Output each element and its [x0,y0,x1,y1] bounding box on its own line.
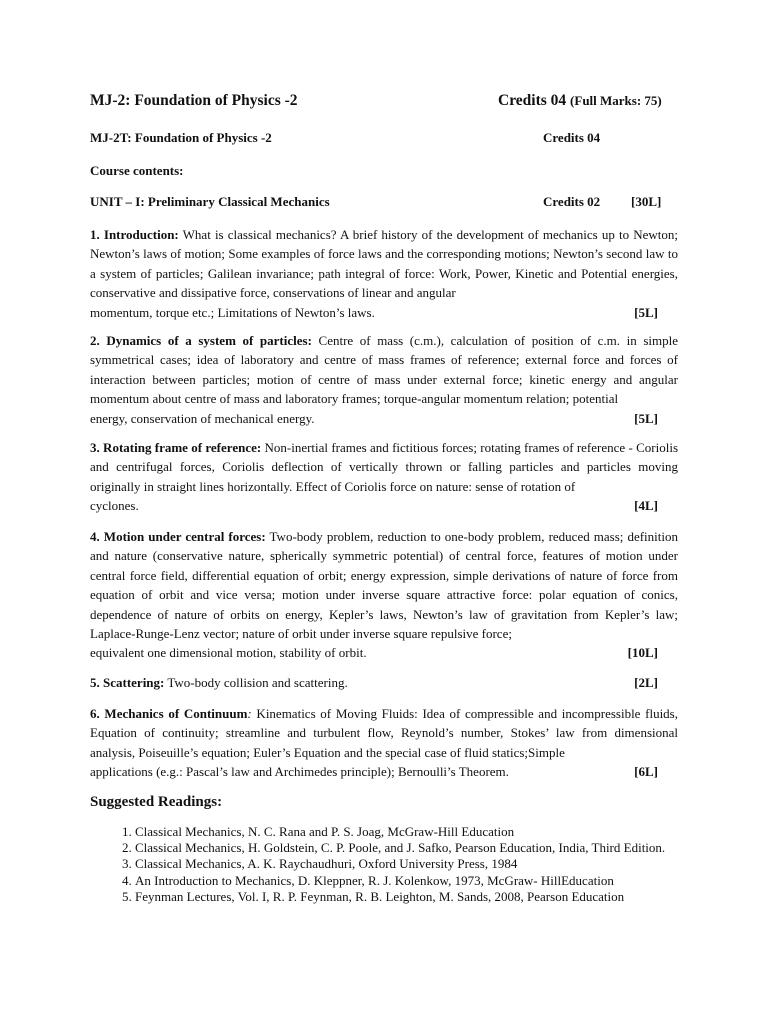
section-body-end: Two-body collision and scattering. [164,675,348,690]
section-heading: 1. Introduction: [90,227,179,242]
section-body-end: cyclones. [90,498,139,514]
section-scattering [90,673,678,692]
section-rotating-frame [90,438,678,516]
course-title: MJ-2: Foundation of Physics -2 [90,92,298,109]
readings-list [90,824,678,905]
course-credits: Credits 04 (Full Marks: 75) [498,92,662,109]
section-heading: 5. Scattering: [90,675,165,690]
section-body: What is classical mechanics? A brief history of the development of mechanics up to Newton; Newton’s laws of motion; Some examples of force laws and the corresponding motions; Newton’s second law to a system of particles; Galilean invariance; path integral of force: Work, Power, Kinetic and Potential energies, conservative and dissipative force, conservations of linear and angular [90,227,678,301]
section-continuum [90,704,678,782]
reading-item: 5. Feynman Lectures, Vol. I, R. P. Feynman, R. B. Leighton, M. Sands, 2008, Pearson Education [135,889,678,905]
lecture-count: [10L] [627,645,658,661]
reading-item: 1. Classical Mechanics, N. C. Rana and P. S. Joag, McGraw-Hill Education [135,824,678,840]
section-body: Centre of mass (c.m.), calculation of position of c.m. in simple symmetrical cases; idea of laboratory and centre of mass frames of reference; external force and forces of interaction between particles; motion of centre of mass under external force; kinetic energy and angular momentum about centre of mass and laboratory frames; torque-angular momentum relation; potential [90,333,679,407]
section-heading: 4. Motion under central forces: [90,529,266,544]
suggested-readings-heading: Suggested Readings: [90,794,223,810]
reading-item: 3. Classical Mechanics, A. K. Raychaudhuri, Oxford University Press, 1984 [135,856,678,872]
section-body-end: applications (e.g.: Pascal’s law and Archimedes principle); Bernoulli’s Theorem. [90,764,509,780]
reading-item: 2. Classical Mechanics, H. Goldstein, C. P. Poole, and J. Safko, Pearson Education, India, Third Edition. [135,840,678,856]
section-heading: 6. Mechanics of Continuum [90,706,248,721]
section-heading: 3. Rotating frame of reference: [90,440,262,455]
section-dynamics [90,331,678,428]
section-body: Non-inertial frames and fictitious forces; rotating frames of reference - Coriolis and centrifugal forces, Coriolis deflection of vertically thrown or falling particles and particles moving originally in straight lines horizontally. Effect of Coriolis force on nature: sense of rotation of [90,440,679,494]
unit-credits: Credits 02 [543,194,601,209]
section-body: Two-body problem, reduction to one-body problem, reduced mass; definition and nature (conservative nature, spherically symmetric potential) of central force, features of motion under central force field, differential equation of orbit; energy expression, simple derivations of nature of force from equation of orbit and vice versa; motion under inverse square attractive force: polar equation of conics, dependence of nature of orbits on energy, Kepler’s laws, Newton’s law of gravitation from Kepler’s law; Laplace-Runge-Lenz vector; nature of orbit under inverse square repulsive force; [90,529,678,642]
section-body-end: equivalent one dimensional motion, stability of orbit. [90,645,367,661]
section-body-end: energy, conservation of mechanical energy. [90,410,315,426]
section-introduction [90,225,678,322]
lecture-count: [6L] [634,764,658,780]
section-heading: 2. Dynamics of a system of particles: [90,333,312,348]
unit-header [90,194,678,210]
lecture-count: [5L] [634,410,658,426]
lecture-count: [2L] [634,675,658,690]
paper-title: Foundation of Physics -2 [131,130,272,145]
section-body-end: momentum, torque etc.; Limitations of Newton’s laws. [90,304,375,320]
unit-title: UNIT – I: Preliminary Classical Mechanics [90,194,330,209]
course-contents-heading: Course contents: [90,163,184,178]
paper-credits: Credits 04 [543,130,601,145]
lecture-count: [5L] [634,304,658,320]
section-body: Kinematics of Moving Fluids: Idea of compressible and incompressible fluids, Equation of continuity; streamline and turbulent flow, Reynold’s number, Stokes’ law from dimensional analysis, Poiseuille’s equation; Euler’s Equation and the special case of fluid statics;Simple [90,706,678,760]
paper-code: MJ-2T: [90,130,132,145]
section-heading-suffix: : [247,706,252,721]
unit-hours: [30L] [631,194,662,209]
course-header [90,92,678,110]
paper-header [90,130,678,146]
full-marks: (Full Marks: 75) [570,93,662,108]
reading-item: 4. An Introduction to Mechanics, D. Kleppner, R. J. Kolenkow, 1973, McGraw- HillEducation [135,873,678,889]
lecture-count: [4L] [634,498,658,514]
section-central-forces [90,527,678,663]
